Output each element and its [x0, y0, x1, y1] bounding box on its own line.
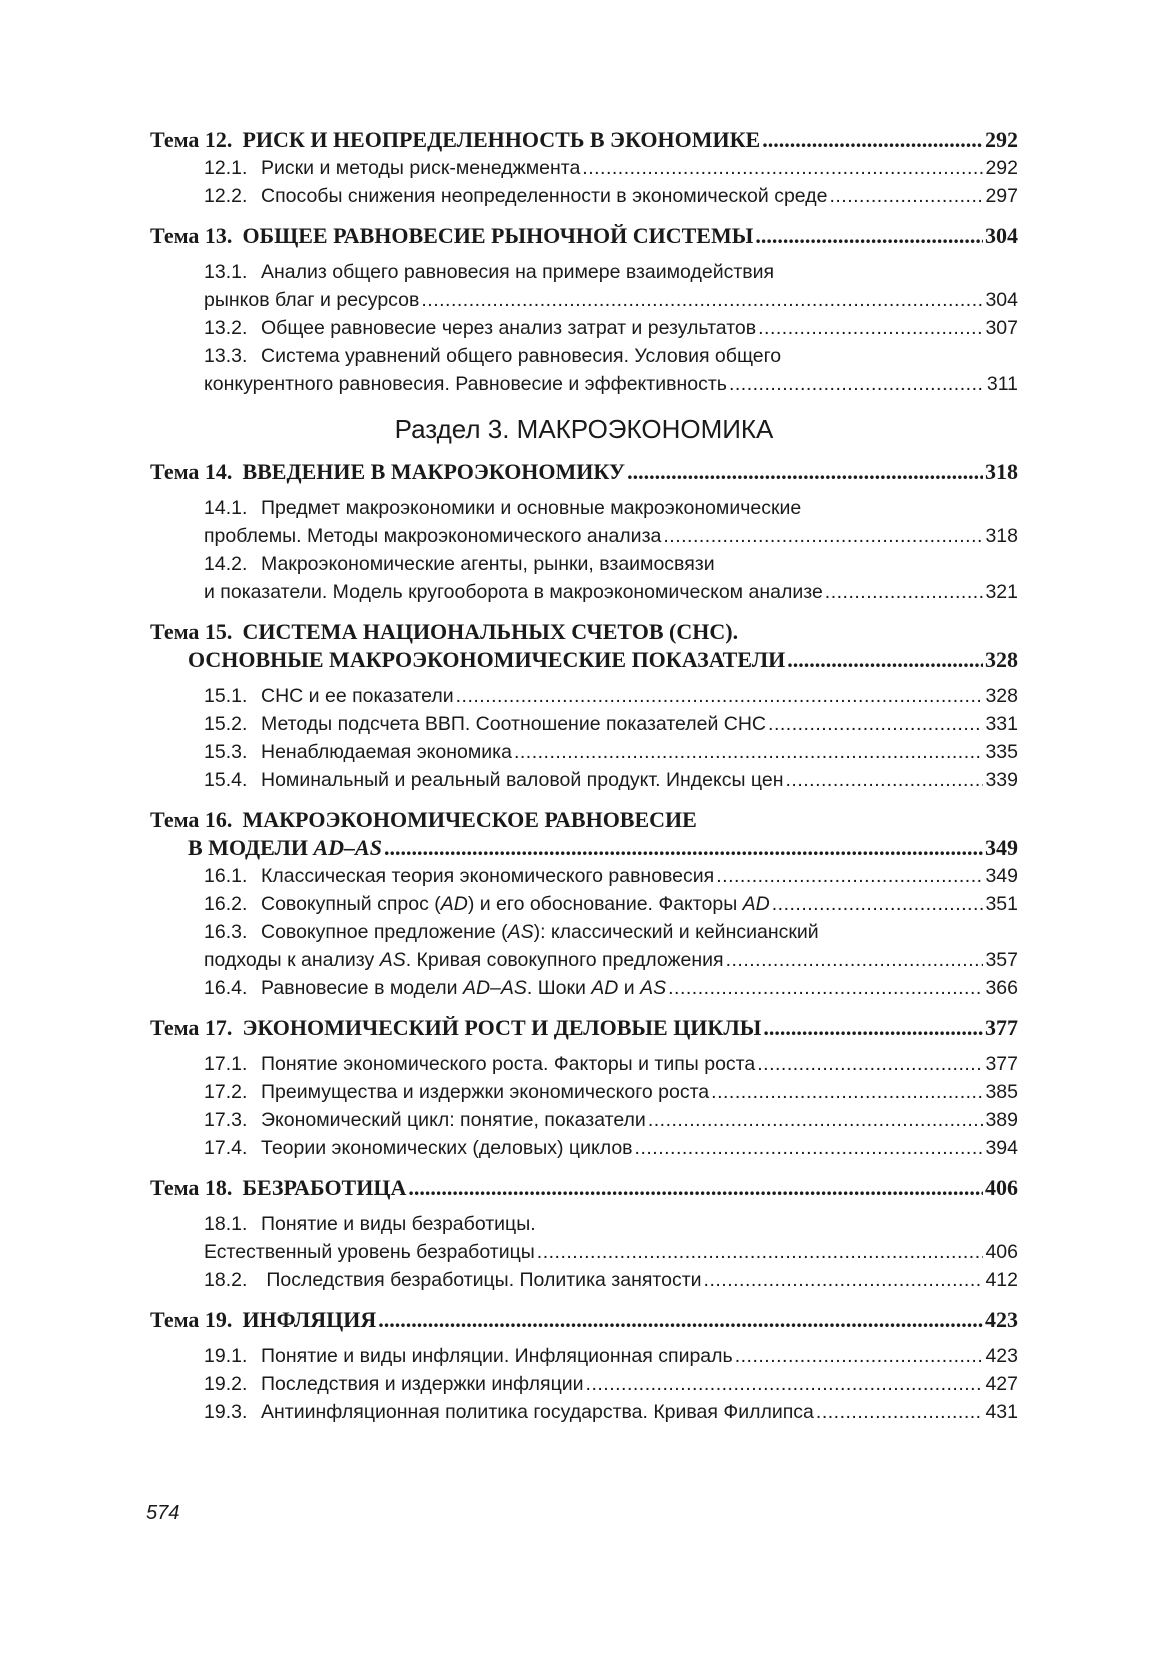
- topic-title: БЕЗРАБОТИЦА: [242, 1175, 407, 1200]
- subtopic-title: Общее равновесие через анализ затрат и результатов: [261, 317, 757, 339]
- page-number: 292: [985, 127, 1018, 152]
- page-number: 304: [985, 289, 1018, 311]
- subtopic-13-3: [150, 342, 1018, 370]
- page-number: 321: [985, 581, 1018, 603]
- dot-leader: [627, 458, 983, 486]
- subtopic-number: 13.3.: [204, 345, 248, 367]
- page-number: 412: [985, 1269, 1018, 1291]
- page-number: 389: [985, 1109, 1018, 1131]
- topic-number: Тема 17.: [150, 1015, 233, 1040]
- subtopic-title: Преимущества и издержки экономического роста: [261, 1081, 710, 1103]
- subtopic-number: 19.1.: [204, 1345, 248, 1367]
- dot-leader: [582, 154, 983, 182]
- subtopic-number: 19.3.: [204, 1401, 248, 1423]
- page-number: 427: [985, 1373, 1018, 1395]
- dot-leader: [408, 1174, 983, 1202]
- subtopic-title: Методы подсчета ВВП. Соотношение показателей СНС: [261, 713, 767, 735]
- subtopic-16-3-continued: [150, 946, 1018, 974]
- subtopic-title: Понятие и виды безработицы.: [261, 1213, 536, 1235]
- title-italic: AD: [742, 893, 770, 915]
- topic-heading: [150, 618, 1018, 646]
- dot-leader: [384, 834, 983, 862]
- subtopic-number: 14.2.: [204, 553, 248, 575]
- subtopic-number: 12.1.: [204, 157, 248, 179]
- page-number: 423: [985, 1307, 1018, 1332]
- subtopic-number: 17.2.: [204, 1081, 248, 1103]
- subtopic-title: Экономический цикл: понятие, показатели: [261, 1109, 646, 1131]
- topic-number: Тема 15.: [150, 619, 233, 644]
- subtopic-16-3: [150, 918, 1018, 946]
- subtopic-title-continued: и показатели. Модель кругооборота в макроэкономическом анализе: [204, 581, 823, 603]
- subtopic-number: 18.2.: [204, 1269, 248, 1291]
- subtopic-title: Классическая теория экономического равновесия: [261, 865, 715, 887]
- page-number: 366: [985, 977, 1018, 999]
- page-number: 328: [985, 647, 1018, 672]
- subtopic-number: 15.1.: [204, 685, 248, 707]
- subtopic-14-1-continued: [150, 522, 1018, 550]
- subtopic-17-2: [150, 1078, 1018, 1106]
- subtopic-number: 17.4.: [204, 1137, 248, 1159]
- topic-title-continued: ОСНОВНЫЕ МАКРОЭКОНОМИЧЕСКИЕ ПОКАЗАТЕЛИ: [188, 647, 786, 672]
- dot-leader: [635, 1134, 984, 1162]
- topic-number: Тема 12.: [150, 127, 233, 152]
- topic-number: Тема 14.: [150, 459, 233, 484]
- topic-number: Тема 19.: [150, 1307, 233, 1332]
- topic-heading: [150, 458, 1018, 486]
- page-number: 304: [985, 223, 1018, 248]
- page-footer-number: 574: [146, 1502, 180, 1524]
- topic-title: ВВЕДЕНИЕ В МАКРОЭКОНОМИКУ: [242, 459, 626, 484]
- page-number: 335: [985, 741, 1018, 763]
- dot-leader: [729, 370, 985, 398]
- subtopic-15-2: [150, 710, 1018, 738]
- dot-leader: [829, 182, 983, 210]
- subtopic-19-3: [150, 1398, 1018, 1426]
- subtopic-title-continued: [204, 946, 724, 974]
- page-number: 339: [985, 769, 1018, 791]
- topic-13: [150, 222, 1018, 398]
- dot-leader: [704, 1266, 984, 1294]
- page-number: 351: [985, 893, 1018, 915]
- dot-leader: [763, 1014, 983, 1042]
- subtopic-title: Анализ общего равновесия на примере взаимодействия: [261, 261, 775, 283]
- dot-leader: [668, 974, 983, 1002]
- subtopic-17-1: [150, 1050, 1018, 1078]
- subtopic-number: 19.2.: [204, 1373, 248, 1395]
- title-italic: AD: [440, 893, 468, 915]
- subtopic-title-continued: рынков благ и ресурсов: [204, 289, 420, 311]
- page-number: 292: [985, 157, 1018, 179]
- page-number: 297: [985, 185, 1018, 207]
- subtopic-title: [261, 918, 819, 946]
- subtopic-title: Понятие экономического роста. Факторы и типы роста: [261, 1053, 756, 1075]
- page-number: 406: [985, 1175, 1018, 1200]
- page-number: 357: [985, 949, 1018, 971]
- subtopic-19-1: [150, 1342, 1018, 1370]
- dot-leader: [758, 314, 983, 342]
- page-number: 318: [985, 525, 1018, 547]
- dot-leader: [825, 578, 984, 606]
- subtopic-title: Система уравнений общего равновесия. Условия общего: [261, 345, 782, 367]
- subtopic-number: 17.3.: [204, 1109, 248, 1131]
- dot-leader: [537, 1238, 984, 1266]
- dot-leader: [785, 766, 983, 794]
- subtopic-number: 16.4.: [204, 977, 248, 999]
- section-title: Раздел 3. МАКРОЭКОНОМИКА: [394, 414, 774, 444]
- subtopic-15-4: [150, 766, 1018, 794]
- page-number: 423: [985, 1345, 1018, 1367]
- topic-title: ЭКОНОМИЧЕСКИЙ РОСТ И ДЕЛОВЫЕ ЦИКЛЫ: [242, 1015, 762, 1040]
- subtopic-14-1: [150, 494, 1018, 522]
- subtopic-16-1: [150, 862, 1018, 890]
- dot-leader: [726, 946, 984, 974]
- topic-14: [150, 458, 1018, 606]
- topic-title: СИСТЕМА НАЦИОНАЛЬНЫХ СЧЕТОВ (СНС).: [242, 619, 739, 644]
- topic-heading: [150, 1014, 1018, 1042]
- topic-12: [150, 126, 1018, 210]
- page-number: 377: [985, 1053, 1018, 1075]
- subtopic-17-3: [150, 1106, 1018, 1134]
- page-number: 307: [985, 317, 1018, 339]
- subtopic-12-1: [150, 154, 1018, 182]
- subtopic-13-1: [150, 258, 1018, 286]
- dot-leader: [816, 1398, 984, 1426]
- subtopic-title: Предмет макроэкономики и основные макроэкономические: [261, 497, 802, 519]
- subtopic-title: Антиинфляционная политика государства. Кривая Филлипса: [261, 1401, 814, 1423]
- subtopic-title: Номинальный и реальный валовой продукт. Индексы цен: [261, 769, 784, 791]
- subtopic-number: 18.1.: [204, 1213, 248, 1235]
- topic-title: РИСК И НЕОПРЕДЕЛЕННОСТЬ В ЭКОНОМИКЕ: [242, 127, 761, 152]
- dot-leader: [772, 890, 984, 918]
- subtopic-title: Макроэкономические агенты, рынки, взаимосвязи: [261, 553, 715, 575]
- subtopic-number: 13.2.: [204, 317, 248, 339]
- page-number: 377: [985, 1015, 1018, 1040]
- subtopic-number: 14.1.: [204, 497, 248, 519]
- subtopic-title: [261, 974, 666, 1002]
- dot-leader: [663, 522, 983, 550]
- title-part: Совокупное предложение (: [261, 921, 508, 943]
- subtopic-14-2-continued: [150, 578, 1018, 606]
- subtopic-number: 16.2.: [204, 893, 248, 915]
- subtopic-16-4: [150, 974, 1018, 1002]
- dot-leader: [768, 710, 983, 738]
- subtopic-number: 16.1.: [204, 865, 248, 887]
- subtopic-15-1: [150, 682, 1018, 710]
- title-part: . Шоки: [526, 977, 592, 999]
- title-italic: AD: [591, 977, 619, 999]
- dot-leader: [711, 1078, 983, 1106]
- subtopic-19-2: [150, 1370, 1018, 1398]
- title-italic: AS: [379, 949, 406, 971]
- topic-title-italic: AD–AS: [313, 835, 382, 860]
- title-italic: AD–AS: [462, 977, 527, 999]
- subtopic-12-2: [150, 182, 1018, 210]
- subtopic-title-continued: конкурентного равновесия. Равновесие и эффективность: [204, 373, 727, 395]
- page-number: 431: [985, 1401, 1018, 1423]
- subtopic-number: 13.1.: [204, 261, 248, 283]
- dot-leader: [456, 682, 984, 710]
- topic-heading-continued: [150, 646, 1018, 674]
- topic-title: МАКРОЭКОНОМИЧЕСКОЕ РАВНОВЕСИЕ: [242, 807, 697, 832]
- subtopic-17-4: [150, 1134, 1018, 1162]
- topic-heading-continued: [150, 834, 1018, 862]
- title-part: подходы к анализу: [204, 949, 380, 971]
- subtopic-15-3: [150, 738, 1018, 766]
- subtopic-title-continued: проблемы. Методы макроэкономического анализа: [204, 525, 662, 547]
- topic-17: [150, 1014, 1018, 1162]
- dot-leader: [421, 286, 983, 314]
- subtopic-title-continued: Естественный уровень безработицы: [204, 1241, 535, 1263]
- topic-heading: [150, 1306, 1018, 1334]
- subtopic-18-1-continued: [150, 1238, 1018, 1266]
- subtopic-title: СНС и ее показатели: [261, 685, 454, 707]
- topic-heading: [150, 222, 1018, 250]
- subtopic-title: [261, 890, 770, 918]
- title-part: Совокупный спрос (: [261, 893, 441, 915]
- dot-leader: [716, 862, 983, 890]
- topic-heading: [150, 126, 1018, 154]
- dot-leader: [735, 1342, 984, 1370]
- dot-leader: [514, 738, 983, 766]
- subtopic-number: 16.3.: [204, 921, 248, 943]
- dot-leader: [378, 1306, 983, 1334]
- subtopic-14-2: [150, 550, 1018, 578]
- page-number: 328: [985, 685, 1018, 707]
- subtopic-13-1-continued: [150, 286, 1018, 314]
- subtopic-title: Понятие и виды инфляции. Инфляционная спираль: [261, 1345, 733, 1367]
- subtopic-title: Последствия и издержки инфляции: [261, 1373, 584, 1395]
- subtopic-number: 17.1.: [204, 1053, 248, 1075]
- dot-leader: [787, 646, 983, 674]
- topic-number: Тема 13.: [150, 223, 233, 248]
- topic-title-part: В МОДЕЛИ: [188, 835, 314, 860]
- topic-title: ИНФЛЯЦИЯ: [242, 1307, 377, 1332]
- dot-leader: [586, 1370, 984, 1398]
- subtopic-16-2: [150, 890, 1018, 918]
- page-number: 406: [985, 1241, 1018, 1263]
- topic-number: Тема 18.: [150, 1175, 233, 1200]
- page-number: 349: [985, 865, 1018, 887]
- subtopic-13-3-continued: [150, 370, 1018, 398]
- subtopic-title: Последствия безработицы. Политика занятости: [261, 1269, 702, 1291]
- table-of-contents: [150, 126, 1018, 1426]
- topic-19: [150, 1306, 1018, 1426]
- subtopic-13-2: [150, 314, 1018, 342]
- title-part: . Кривая совокупного предложения: [405, 949, 724, 971]
- subtopic-number: 15.4.: [204, 769, 248, 791]
- subtopic-number: 15.2.: [204, 713, 248, 735]
- page-number: 311: [986, 373, 1018, 395]
- topic-heading: [150, 1174, 1018, 1202]
- subtopic-title: Риски и методы риск-менеджмента: [261, 157, 581, 179]
- subtopic-18-1: [150, 1210, 1018, 1238]
- subtopic-title: Способы снижения неопределенности в экономической среде: [261, 185, 828, 207]
- title-part: Равновесие в модели: [261, 977, 463, 999]
- topic-15: [150, 618, 1018, 794]
- page-number: 331: [985, 713, 1018, 735]
- dot-leader: [755, 222, 983, 250]
- topic-heading: [150, 806, 1018, 834]
- dot-leader: [648, 1106, 984, 1134]
- topic-16: [150, 806, 1018, 1002]
- subtopic-number: 15.3.: [204, 741, 248, 763]
- topic-18: [150, 1174, 1018, 1294]
- subtopic-18-2: [150, 1266, 1018, 1294]
- dot-leader: [762, 126, 983, 154]
- topic-number: Тема 16.: [150, 807, 233, 832]
- page-number: 349: [985, 835, 1018, 860]
- subtopic-number: 12.2.: [204, 185, 248, 207]
- subtopic-title: Ненаблюдаемая экономика: [261, 741, 512, 763]
- topic-title: ОБЩЕЕ РАВНОВЕСИЕ РЫНОЧНОЙ СИСТЕМЫ: [242, 223, 754, 248]
- title-italic: AS: [640, 977, 667, 999]
- subtopic-title: Теории экономических (деловых) циклов: [261, 1137, 633, 1159]
- topic-title-continued: [188, 834, 382, 862]
- page-number: 394: [985, 1137, 1018, 1159]
- title-part: и: [618, 977, 641, 999]
- title-italic: AS: [507, 921, 534, 943]
- page-number: 385: [985, 1081, 1018, 1103]
- title-part: ) и его обоснование. Факторы: [467, 893, 743, 915]
- page-number: 318: [985, 459, 1018, 484]
- dot-leader: [757, 1050, 983, 1078]
- title-part: ): классический и кейнсианский: [533, 921, 819, 943]
